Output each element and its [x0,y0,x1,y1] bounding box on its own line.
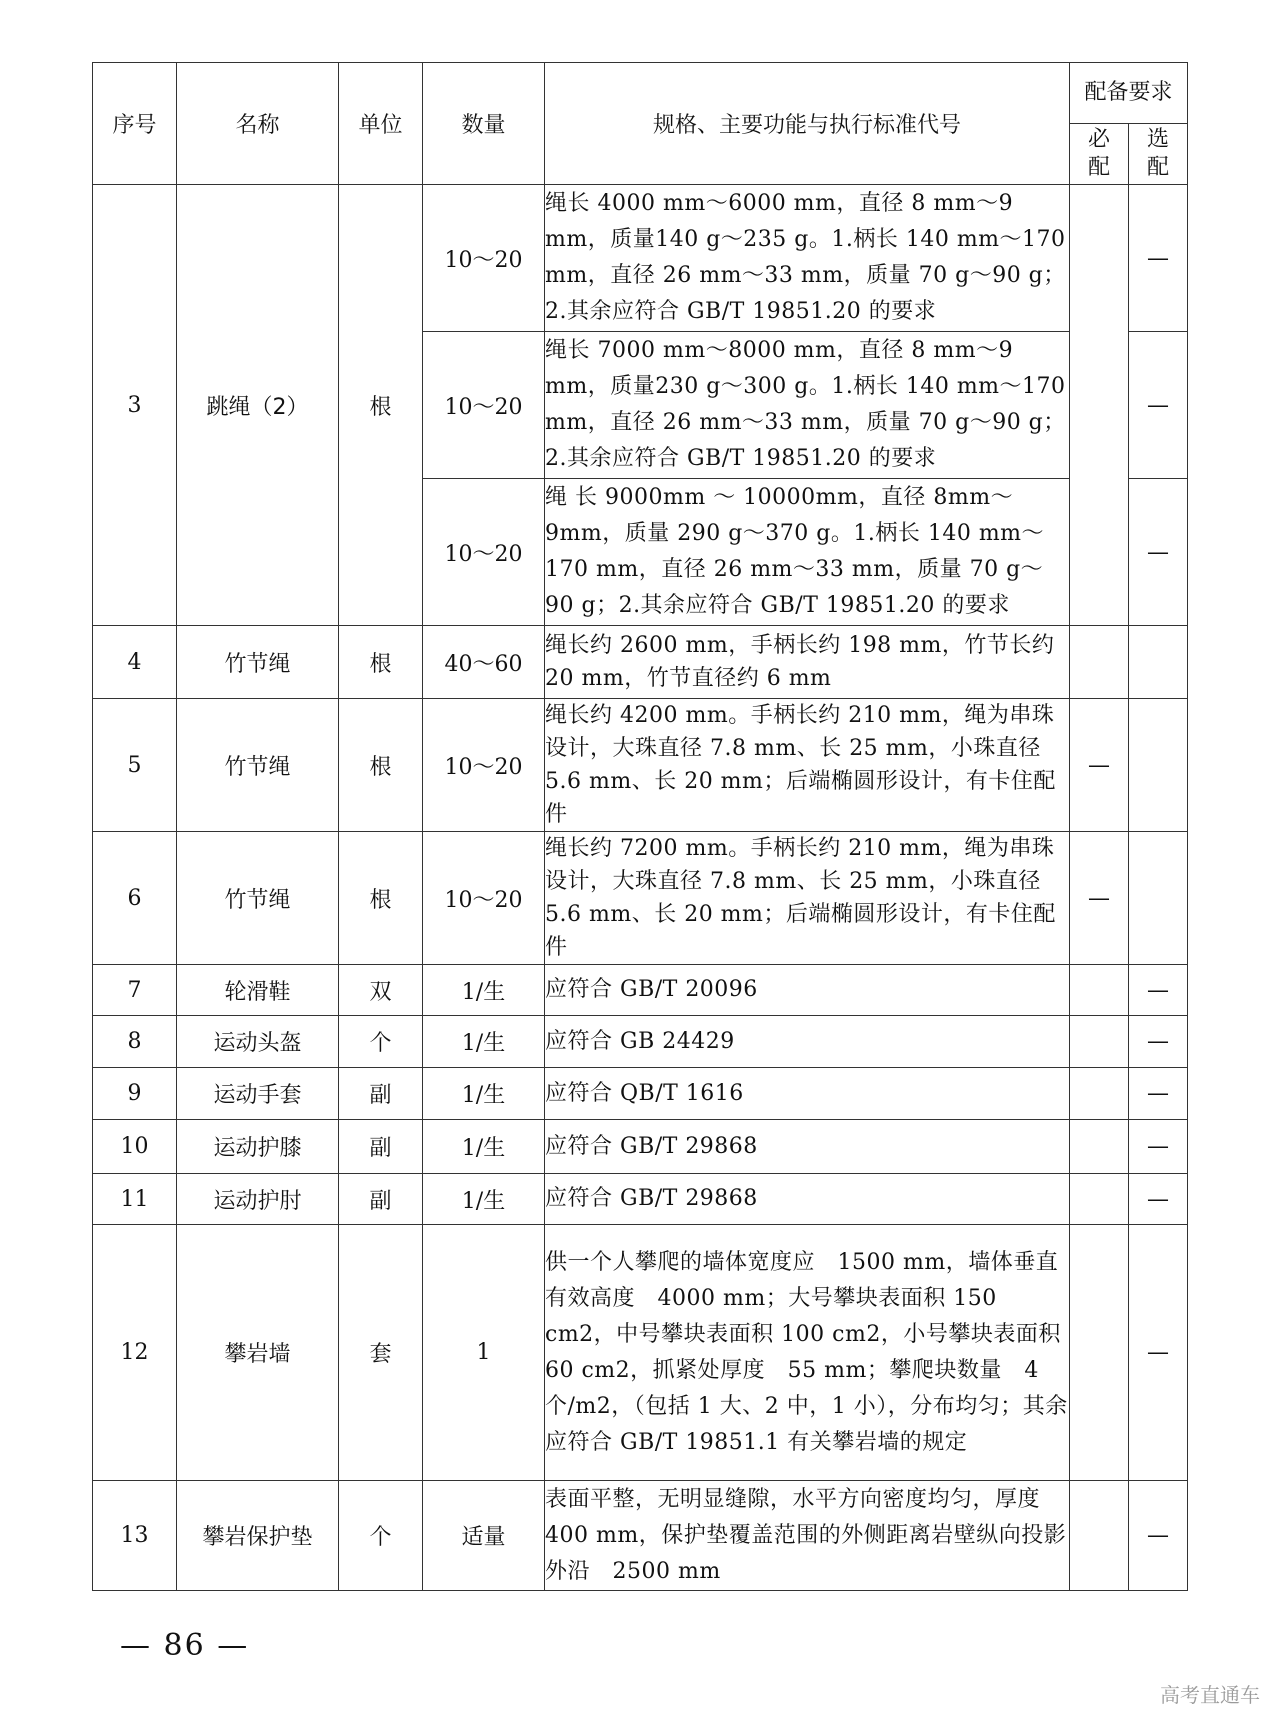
optional-cell: — [1129,1120,1188,1174]
optional-cell: — [1129,1068,1188,1120]
spec-cell: 绳长约 4200 mm。手柄长约 210 mm，绳为串珠设计，大珠直径 7.8 mm、长 25 mm，小珠直径 5.6 mm、长 20 mm；后端椭圆形设计，有卡住配件 [545,699,1070,832]
spec-cell: 绳长 7000 mm～8000 mm，直径 8 mm～9 mm，质量230 g～300 g。1.柄长 140 mm～170 mm，直径 26 mm～33 mm，质量 70 g～90 g；2.其余应符合 GB/T 19851.20 的要求 [545,332,1070,479]
qty-cell: 10～20 [423,185,545,332]
qty-cell: 1/生 [423,1174,545,1225]
seq-cell: 9 [93,1068,177,1120]
spec-cell: 应符合 GB/T 29868 [545,1174,1070,1225]
equipment-table-sheet [92,62,1187,1591]
equipment-table [92,62,1188,1591]
required-cell [1070,626,1129,699]
table-row [93,965,1188,1016]
name-cell: 竹节绳 [177,626,339,699]
qty-cell: 1/生 [423,1120,545,1174]
qty-cell: 1/生 [423,965,545,1016]
qty-cell: 1 [423,1225,545,1481]
seq-cell: 3 [93,185,177,626]
seq-cell: 11 [93,1174,177,1225]
seq-cell: 10 [93,1120,177,1174]
header-required: 必配 [1070,124,1129,185]
table-row [93,1174,1188,1225]
name-cell: 攀岩墙 [177,1225,339,1481]
watermark: 高考直通车 [1160,1683,1260,1707]
unit-cell: 个 [339,1481,423,1591]
header-spec: 规格、主要功能与执行标准代号 [545,63,1070,185]
name-cell: 竹节绳 [177,699,339,832]
seq-cell: 13 [93,1481,177,1591]
table-row [93,1016,1188,1068]
optional-cell [1129,832,1188,965]
table-row [93,185,1188,332]
unit-cell: 根 [339,699,423,832]
unit-cell: 个 [339,1016,423,1068]
spec-cell: 应符合 QB/T 1616 [545,1068,1070,1120]
unit-cell: 副 [339,1068,423,1120]
qty-cell: 40～60 [423,626,545,699]
optional-cell: — [1129,965,1188,1016]
header-name: 名称 [177,63,339,185]
optional-cell: — [1129,1225,1188,1481]
optional-cell: — [1129,332,1188,479]
optional-cell: — [1129,479,1188,626]
required-cell: — [1070,699,1129,832]
unit-cell: 副 [339,1174,423,1225]
spec-cell: 供一个人攀爬的墙体宽度应 1500 mm，墙体垂直有效高度 4000 mm；大号攀块表面积 150 cm2，中号攀块表面积 100 cm2，小号攀块表面积 60 cm2，抓紧处厚度 55 mm；攀爬块数量 4 个/m2，（包括 1 大、2 中，1 小），分布均匀；其余应符合 GB/T 19851.1 有关攀岩墙的规定 [545,1225,1070,1481]
spec-cell: 表面平整，无明显缝隙，水平方向密度均匀，厚度 400 mm，保护垫覆盖范围的外侧距离岩壁纵向投影外沿 2500 mm [545,1481,1070,1591]
seq-cell: 7 [93,965,177,1016]
unit-cell: 根 [339,185,423,626]
qty-cell: 10～20 [423,332,545,479]
spec-cell: 应符合 GB/T 20096 [545,965,1070,1016]
spec-cell: 绳长约 7200 mm。手柄长约 210 mm，绳为串珠设计，大珠直径 7.8 mm、长 25 mm，小珠直径 5.6 mm、长 20 mm；后端椭圆形设计，有卡住配件 [545,832,1070,965]
unit-cell: 双 [339,965,423,1016]
seq-cell: 12 [93,1225,177,1481]
required-cell [1070,1120,1129,1174]
unit-cell: 副 [339,1120,423,1174]
header-requirement: 配备要求 [1070,63,1188,124]
header-optional: 选配 [1129,124,1188,185]
table-row [93,1481,1188,1591]
spec-cell: 应符合 GB 24429 [545,1016,1070,1068]
qty-cell: 10～20 [423,699,545,832]
seq-cell: 4 [93,626,177,699]
name-cell: 竹节绳 [177,832,339,965]
table-row [93,832,1188,965]
qty-cell: 1/生 [423,1016,545,1068]
optional-cell: — [1129,1174,1188,1225]
qty-cell: 1/生 [423,1068,545,1120]
unit-cell: 根 [339,626,423,699]
spec-cell: 绳 长 9000mm ～ 10000mm，直径 8mm～9mm，质量 290 g～370 g。1.柄长 140 mm～170 mm，直径 26 mm～33 mm，质量 70 g～90 g；2.其余应符合 GB/T 19851.20 的要求 [545,479,1070,626]
required-cell [1070,1068,1129,1120]
required-cell [1070,1016,1129,1068]
page-number: — 86 — [120,1628,250,1663]
header-seq: 序号 [93,63,177,185]
seq-cell: 5 [93,699,177,832]
name-cell: 运动头盔 [177,1016,339,1068]
optional-cell: — [1129,1481,1188,1591]
header-row [93,63,1188,124]
name-cell: 跳绳（2） [177,185,339,626]
table-row [93,1225,1188,1481]
table-row [93,1068,1188,1120]
seq-cell: 8 [93,1016,177,1068]
optional-cell [1129,699,1188,832]
required-cell: — [1070,832,1129,965]
name-cell: 运动护肘 [177,1174,339,1225]
table-row [93,1120,1188,1174]
table-row [93,626,1188,699]
optional-cell: — [1129,185,1188,332]
spec-cell: 应符合 GB/T 29868 [545,1120,1070,1174]
spec-cell: 绳长 4000 mm～6000 mm，直径 8 mm～9 mm，质量140 g～235 g。1.柄长 140 mm～170 mm，直径 26 mm～33 mm，质量 70 g～90 g；2.其余应符合 GB/T 19851.20 的要求 [545,185,1070,332]
required-cell [1070,965,1129,1016]
qty-cell: 10～20 [423,832,545,965]
header-qty: 数量 [423,63,545,185]
optional-cell: — [1129,1016,1188,1068]
required-cell [1070,1481,1129,1591]
required-cell [1070,185,1129,626]
table-row [93,699,1188,832]
name-cell: 运动手套 [177,1068,339,1120]
optional-cell [1129,626,1188,699]
required-cell [1070,1174,1129,1225]
seq-cell: 6 [93,832,177,965]
required-cell [1070,1225,1129,1481]
header-unit: 单位 [339,63,423,185]
qty-cell: 适量 [423,1481,545,1591]
spec-cell: 绳长约 2600 mm，手柄长约 198 mm，竹节长约 20 mm，竹节直径约 6 mm [545,626,1070,699]
name-cell: 运动护膝 [177,1120,339,1174]
unit-cell: 根 [339,832,423,965]
name-cell: 攀岩保护垫 [177,1481,339,1591]
unit-cell: 套 [339,1225,423,1481]
name-cell: 轮滑鞋 [177,965,339,1016]
qty-cell: 10～20 [423,479,545,626]
